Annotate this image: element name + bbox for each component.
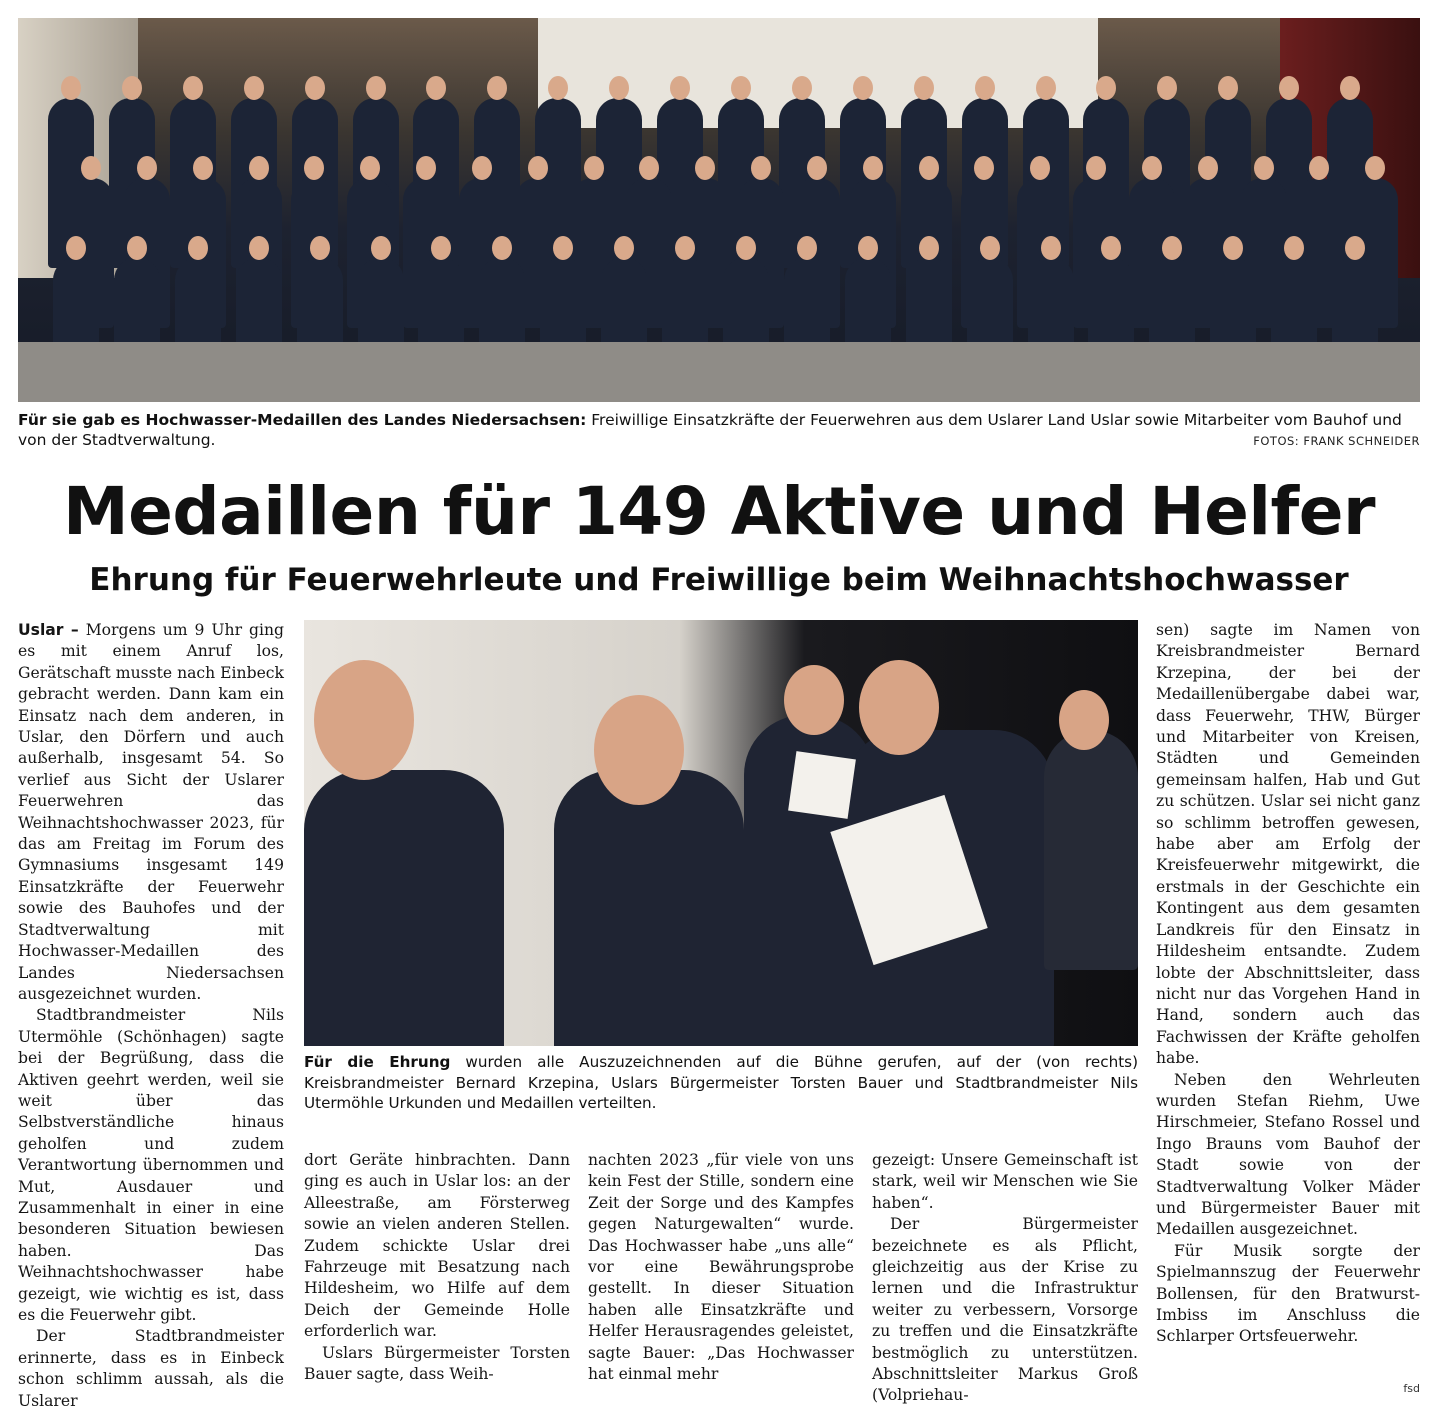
person-back-head — [784, 665, 844, 735]
caption-top-text: Freiwillige Einsatzkräfte der Feuerwehren aus dem Uslarer Land Uslar sowie Mitarbeiter vom Bauhof und von der Stadtverwaltung. — [18, 411, 1402, 449]
photo-credit: FOTOS: FRANK SCHNEIDER — [1253, 434, 1420, 448]
paragraph — [18, 620, 284, 1005]
person-left-head — [314, 660, 414, 780]
ceremony-photo — [304, 620, 1138, 1046]
paragraph: sen) sagte im Namen von Kreisbrandmeister Bernard Krzepina, der bei der Medaillenübergabe dabei war, dass Feuerwehr, THW, Bürger und Mitarbeiter von Kreisen, Städten und Gemeinden gemeinsam halfen, Hab und Gut zu schützen. Uslar sei nicht ganz so schlimm betroffen gewesen, habe aber am Erfolg der Kreisfeuerwehr mitgewirkt, die erstmals in der Geschichte ein Kontingent aus dem gesamten Landkreis für den Einsatz in Hildesheim entsandte. Zudem lobte der Abschnittsleiter, dass nicht nur das Vorgehen Hand in Hand, sondern auch das Fachwissen der Kräfte geholfen habe. — [1156, 621, 1420, 1068]
headline: Medaillen für 149 Aktive und Helfer — [62, 473, 1376, 550]
article-column-4 — [872, 1150, 1138, 1407]
person-far-right-head — [1059, 690, 1109, 750]
paragraph: Uslars Bürgermeister Torsten Bauer sagte, dass Weih- — [304, 1343, 570, 1384]
paragraph: Für Musik sorgte der Spielmannszug der Feuerwehr Bollensen, für den Bratwurst-Imbiss im Anschluss die Schlarper Ortsfeuerwehr. — [1156, 1241, 1420, 1346]
photo-caption-top — [18, 410, 1420, 450]
group-photo — [18, 18, 1420, 402]
person-center — [554, 770, 744, 1046]
stage-floor — [18, 342, 1420, 402]
paragraph: dort Geräte hinbrachten. Dann ging es auch in Uslar los: an der Alleestraße, am Försterweg sowie an vielen anderen Stellen. Zudem schickte Uslar drei Fahrzeuge mit Besatzung nach Hildesheim, wo Hilfe auf dem Deich der Gemeinde Holle erforderlich war. — [304, 1151, 570, 1341]
person-left — [304, 770, 504, 1046]
paragraph: Stadtbrandmeister Nils Utermöhle (Schönhagen) sagte bei der Begrüßung, dass die Aktiven geehrt werden, weil sie weit über das Selbstverständliche hinaus geholfen und zudem Verantwortung übernommen und Mut, Ausdauer und Zusammenhalt in einer in eine besonderen Situation bewiesen haben. Das Weihnachtshochwasser habe gezeigt, wie wichtig es ist, dass es die Feuerwehr gibt. — [18, 1006, 284, 1324]
paragraph: Der Bürgermeister bezeichnete es als Pflicht, gleichzeitig aus der Krise zu lernen und die Infrastruktur weiter zu verbessern, Vorsorge zu treffen und die Einsatzkräfte bestmöglich zu unterstützen. Abschnittsleiter Markus Groß (Volpriehau- — [872, 1215, 1138, 1405]
caption-mid-text: wurden alle Auszuzeichnenden auf die Bühne gerufen, auf der (von rechts) Kreisbrandmeister Bernard Krzepina, Uslars Bürgermeister Torsten Bauer und Stadtbrandmeister Nils Utermöhle Urkunden und Medaillen verteilten. — [304, 1053, 1138, 1112]
article-column-2 — [304, 1150, 570, 1385]
paragraph-text: Morgens um 9 Uhr ging es mit einem Anruf los, Gerätschaft musste nach Einbeck gebracht werden. Dann kam ein Einsatz nach dem anderen, in Uslar, den Dörfern und auch außerhalb, insgesamt 54. So verlief aus Sicht der Uslarer Feuerwehren das Weihnachtshochwasser 2023, für das am Freitag im Forum des Gymnasiums insgesamt 149 Einsatzkräfte der Feuerwehr sowie des Bauhofes und der Stadtverwaltung mit Hochwasser-Medaillen des Landes Niedersachsen ausgezeichnet wurden. — [18, 621, 284, 1003]
caption-top-lead: Für sie gab es Hochwasser-Medaillen des Landes Niedersachsen: — [18, 411, 587, 429]
person-center-head — [594, 695, 684, 805]
author-signature: fsd — [1403, 1382, 1420, 1395]
paragraph: Neben den Wehrleuten wurden Stefan Riehm, Uwe Hirschmeier, Stefano Rossel und Ingo Brauns vom Bauhof der Stadt sowie von der Stadtverwaltung Volker Mäder und Bürgermeister Bauer mit Medaillen ausgezeichnet. — [1156, 1070, 1420, 1239]
paragraph: Der Stadtbrandmeister erinnerte, dass es in Einbeck schon schlimm aussah, als die Uslarer — [18, 1327, 284, 1410]
article-column-3 — [588, 1150, 854, 1385]
paragraph: nachten 2023 „für viele von uns kein Fest der Stille, sondern eine Zeit der Sorge und des Kampfes gegen Naturgewalten“ wurde. Das Hochwasser habe „uns alle“ vor eine Bewährungsprobe gestellt. In dieser Situation haben alle Einsatzkräfte und Helfer Herausragendes geleistet, sagte Bauer: „Das Hochwasser hat einmal mehr — [588, 1151, 854, 1384]
person-far-right — [1044, 730, 1138, 970]
paragraph: gezeigt: Unsere Gemeinschaft ist stark, weil wir Menschen wie Sie haben“. — [872, 1151, 1138, 1212]
article-column-1 — [18, 620, 284, 1412]
article-column-5 — [1156, 620, 1420, 1348]
dateline: Uslar – — [18, 621, 79, 639]
photo-caption-middle — [304, 1052, 1138, 1114]
subheadline: Ehrung für Feuerwehrleute und Freiwillige beim Weihnachtshochwasser — [89, 562, 1349, 598]
person-right-head — [859, 660, 939, 755]
caption-mid-lead: Für die Ehrung — [304, 1053, 451, 1071]
certificate-back — [788, 751, 856, 819]
